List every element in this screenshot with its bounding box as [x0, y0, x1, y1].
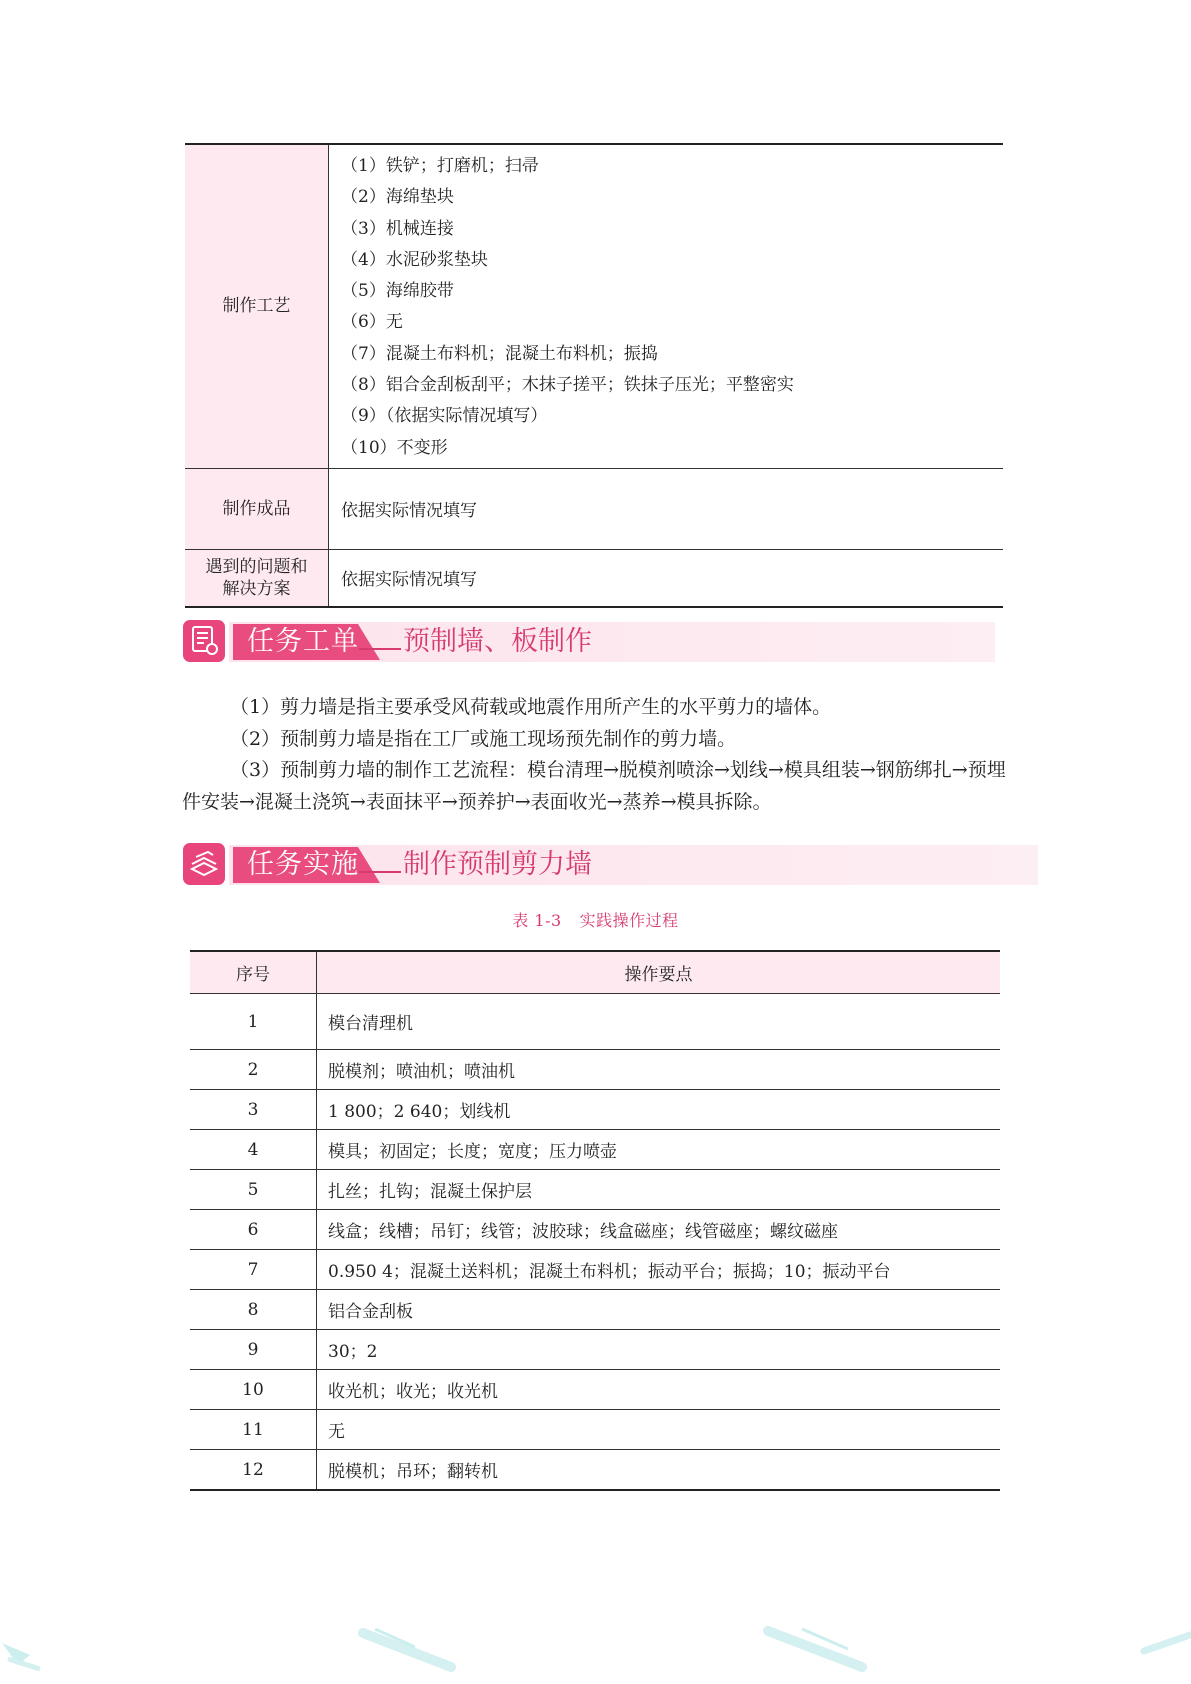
row-label-problems	[185, 549, 329, 607]
section-subtitle: 预制墙、板制作	[403, 626, 592, 657]
cell-operation-points: 脱模剂；喷油机；喷油机	[317, 1050, 1001, 1090]
table-row	[190, 1210, 1000, 1250]
cell-index: 6	[190, 1210, 317, 1250]
process-step: （7）混凝土布料机；混凝土布料机；振捣	[341, 343, 658, 364]
section-label: 任务实施	[247, 849, 359, 880]
table-row	[190, 1130, 1000, 1170]
practice-operation-table	[190, 950, 1000, 1491]
banner-dash	[359, 648, 401, 650]
row-label-process: 制作工艺	[185, 144, 329, 468]
table-header-row	[190, 951, 1000, 994]
section-banner-task-order	[183, 620, 995, 664]
cell-index: 3	[190, 1090, 317, 1130]
document-list-icon	[183, 620, 225, 662]
cell-index: 10	[190, 1370, 317, 1410]
section-banner-task-implementation	[183, 843, 1038, 887]
table-caption	[0, 908, 1191, 931]
table-row	[185, 144, 1003, 468]
process-step: （2）海绵垫块	[341, 187, 454, 208]
label-line: 解决方案	[222, 578, 291, 599]
table-row	[190, 1410, 1000, 1450]
paragraph: （3）预制剪力墙的制作工艺流程：模台清理→脱模剂喷涂→划线→模具组装→钢筋绑扎→预埋件安装→混凝土浇筑→表面抹平→预养护→表面收光→蒸养→模具拆除。	[182, 759, 1006, 813]
cell-operation-points: 扎丝；扎钩；混凝土保护层	[317, 1170, 1001, 1210]
label-line: 遇到的问题和	[205, 556, 308, 577]
cell-operation-points: 无	[317, 1410, 1001, 1450]
row-value-problems: 依据实际情况填写	[329, 549, 1004, 607]
banner-dash	[359, 871, 401, 873]
row-value-product: 依据实际情况填写	[329, 468, 1004, 549]
watermark-logo-icon	[0, 1625, 60, 1675]
cell-operation-points: 30；2	[317, 1330, 1001, 1370]
cell-index: 11	[190, 1410, 317, 1450]
process-step: （6）无	[341, 312, 403, 333]
process-step: （5）海绵胶带	[341, 281, 454, 302]
table-row	[190, 1330, 1000, 1370]
cell-operation-points: 铝合金刮板	[317, 1290, 1001, 1330]
column-header-points: 操作要点	[317, 951, 1001, 994]
table-row	[190, 1450, 1000, 1491]
cell-index: 8	[190, 1290, 317, 1330]
process-step: （4）水泥砂浆垫块	[341, 249, 488, 270]
column-header-index: 序号	[190, 951, 317, 994]
cell-operation-points: 0.950 4；混凝土送料机；混凝土布料机；振动平台；振捣；10；振动平台	[317, 1250, 1001, 1290]
cell-operation-points: 收光机；收光；收光机	[317, 1370, 1001, 1410]
layers-icon	[183, 843, 225, 885]
table-row	[190, 1370, 1000, 1410]
table-row	[190, 1290, 1000, 1330]
intro-paragraphs	[182, 692, 1012, 818]
cell-operation-points: 1 800；2 640；划线机	[317, 1090, 1001, 1130]
paragraph: （2）预制剪力墙是指在工厂或施工现场预先制作的剪力墙。	[230, 727, 737, 750]
caption-title: 实践操作过程	[579, 911, 679, 930]
cell-index: 2	[190, 1050, 317, 1090]
cell-operation-points: 脱模机；吊环；翻转机	[317, 1450, 1001, 1491]
process-step: （1）铁铲；打磨机；扫帚	[341, 156, 539, 176]
watermark-logo-icon	[355, 1625, 465, 1675]
cell-index: 5	[190, 1170, 317, 1210]
table-row	[190, 1050, 1000, 1090]
cell-index: 7	[190, 1250, 317, 1290]
table-row	[190, 1250, 1000, 1290]
cell-index: 9	[190, 1330, 317, 1370]
process-step: （9）（依据实际情况填写）	[341, 406, 548, 427]
paragraph: （1）剪力墙是指主要承受风荷载或地震作用所产生的水平剪力的墙体。	[230, 696, 832, 718]
cell-operation-points: 模台清理机	[317, 994, 1001, 1050]
caption-number: 表 1-3	[512, 911, 562, 930]
table-row	[185, 468, 1003, 549]
process-step: （10）不变形	[341, 437, 448, 458]
process-step: （3）机械连接	[341, 218, 454, 239]
cell-operation-points: 模具；初固定；长度；宽度；压力喷壶	[317, 1130, 1001, 1170]
cell-operation-points: 线盒；线槽；吊钉；线管；波胶球；线盒磁座；线管磁座；螺纹磁座	[317, 1210, 1001, 1250]
row-label-product: 制作成品	[185, 468, 329, 549]
table-row	[190, 994, 1000, 1050]
watermark-logo-icon	[1140, 1625, 1191, 1675]
cell-index: 12	[190, 1450, 317, 1491]
section-label: 任务工单	[247, 626, 359, 657]
cell-index: 1	[190, 994, 317, 1050]
table-body	[190, 994, 1000, 1491]
table-row	[190, 1170, 1000, 1210]
process-steps	[329, 144, 1004, 468]
process-summary-table	[185, 143, 1003, 608]
cell-index: 4	[190, 1130, 317, 1170]
table-row	[190, 1090, 1000, 1130]
table-row	[185, 549, 1003, 607]
section-subtitle: 制作预制剪力墙	[403, 849, 592, 880]
process-step: （8）铝合金刮板刮平；木抹子搓平；铁抹子压光；平整密实	[341, 375, 794, 396]
watermark-logo-icon	[762, 1625, 872, 1675]
